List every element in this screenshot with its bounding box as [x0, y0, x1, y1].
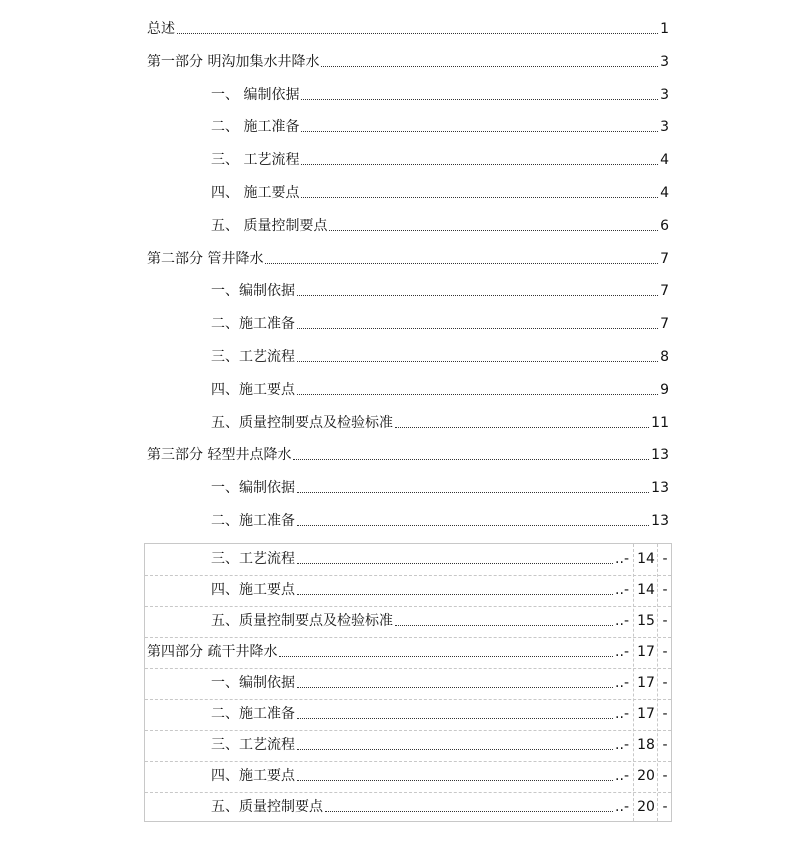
toc-dot-leader — [279, 656, 613, 657]
toc-section-entry[interactable] — [211, 610, 629, 630]
toc-page-number: 17 — [637, 675, 655, 691]
toc-dot-leader — [301, 197, 658, 198]
toc-leader-end: ..- — [615, 582, 629, 598]
toc-section-entry[interactable] — [211, 510, 669, 530]
toc-dot-leader — [395, 625, 613, 626]
toc-entry-label: 二、施工准备 — [211, 706, 295, 722]
toc-page-number: 17 — [637, 644, 655, 660]
toc-page-number: 20 — [637, 799, 655, 815]
toc-page-number: 13 — [651, 513, 669, 529]
toc-entry-label: 二、 施工准备 — [211, 119, 300, 136]
toc-leader-end: ..- — [615, 613, 629, 629]
toc-section-entry[interactable] — [211, 734, 629, 754]
toc-page-dash: - — [662, 551, 668, 567]
toc-part-entry[interactable] — [147, 444, 669, 464]
toc-entry-label: 二、施工准备 — [211, 316, 295, 333]
toc-entry-label: 四、施工要点 — [211, 381, 295, 398]
toc-page-number: 11 — [651, 414, 669, 431]
toc-dot-leader — [297, 361, 658, 362]
toc-entry-label: 一、 编制依据 — [211, 86, 300, 103]
toc-section-entry[interactable] — [211, 477, 669, 497]
toc-entry-label: 三、工艺流程 — [211, 349, 295, 365]
toc-page-number: 14 — [637, 582, 655, 598]
toc-section-entry[interactable] — [211, 215, 669, 235]
toc-entry-label: 一、编制依据 — [211, 480, 295, 497]
toc-dot-leader — [297, 563, 613, 564]
toc-entry-label: 五、质量控制要点及检验标准 — [211, 414, 393, 431]
toc-page-number: 1 — [660, 21, 669, 37]
toc-page-dash: - — [662, 613, 668, 629]
toc-entry-label: 三、 工艺流程 — [211, 152, 300, 169]
toc-section-entry[interactable] — [211, 796, 629, 816]
toc-section-entry[interactable] — [211, 548, 629, 568]
toc-section-entry[interactable] — [211, 313, 669, 333]
toc-page-number: 8 — [660, 349, 669, 365]
toc-dot-leader — [265, 263, 658, 264]
toc-page-dash: - — [662, 737, 668, 753]
toc-page-number: 7 — [660, 250, 669, 267]
toc-page-number: 17 — [637, 706, 655, 722]
toc-part-entry[interactable] — [147, 18, 669, 38]
toc-dot-leader — [177, 33, 658, 34]
toc-section-entry[interactable] — [211, 116, 669, 136]
toc-section-entry[interactable] — [211, 765, 629, 785]
toc-dot-leader — [297, 492, 649, 493]
toc-section-entry[interactable] — [211, 84, 669, 104]
toc-dot-leader — [297, 594, 613, 595]
toc-dot-leader — [297, 780, 613, 781]
toc-entry-label: 一、编制依据 — [211, 283, 295, 300]
toc-page-number: 20 — [637, 768, 655, 784]
toc-page-number: 14 — [637, 551, 655, 567]
toc-entry-label: 五、 质量控制要点 — [211, 217, 328, 234]
toc-entry-label: 总述 — [147, 21, 175, 37]
toc-dot-leader — [301, 131, 658, 132]
toc-part-entry[interactable] — [147, 248, 669, 268]
toc-section-entry[interactable] — [211, 149, 669, 169]
toc-entry-label: 五、质量控制要点及检验标准 — [211, 613, 393, 629]
toc-part-entry[interactable] — [147, 51, 669, 71]
toc-dot-leader — [395, 427, 649, 428]
toc-dot-leader — [293, 459, 649, 460]
toc-page-number: 9 — [660, 381, 669, 398]
toc-dot-leader — [301, 99, 658, 100]
toc-section-entry[interactable] — [211, 379, 669, 399]
toc-dot-leader — [297, 394, 658, 395]
toc-entry-label: 二、施工准备 — [211, 513, 295, 529]
toc-entry-label: 第二部分 管井降水 — [147, 250, 264, 267]
toc-page-number: 15 — [637, 613, 655, 629]
toc-page-number: 7 — [660, 316, 669, 333]
toc-page-number: 13 — [651, 480, 669, 497]
toc-page-dash: - — [662, 675, 668, 691]
toc-leader-end: ..- — [615, 799, 629, 815]
toc-section-entry[interactable] — [211, 579, 629, 599]
toc-dot-leader — [297, 295, 658, 296]
toc-section-entry[interactable] — [211, 672, 629, 692]
toc-page-number: 13 — [651, 447, 669, 464]
toc-entry-label: 四、施工要点 — [211, 582, 295, 598]
toc-dot-leader — [301, 164, 658, 165]
toc-page-dash: - — [662, 706, 668, 722]
toc-dot-leader — [297, 525, 649, 526]
toc-entry-label: 第四部分 疏干井降水 — [147, 644, 278, 660]
toc-dot-leader — [297, 749, 613, 750]
toc-dot-leader — [321, 66, 658, 67]
toc-entry-label: 四、 施工要点 — [211, 185, 300, 201]
toc-entry-label: 三、工艺流程 — [211, 737, 295, 753]
toc-page-dash: - — [662, 582, 668, 598]
toc-dot-leader — [297, 328, 658, 329]
toc-leader-end: ..- — [615, 644, 629, 660]
toc-page-number: 6 — [660, 217, 669, 234]
toc-leader-end: ..- — [615, 737, 629, 753]
toc-part-entry[interactable] — [147, 641, 629, 661]
toc-page-number: 3 — [660, 53, 669, 70]
toc-page-dash: - — [662, 768, 668, 784]
toc-page-number: 4 — [660, 185, 669, 201]
toc-dot-leader — [297, 687, 613, 688]
toc-page-number: 3 — [660, 86, 669, 103]
toc-section-entry[interactable] — [211, 703, 629, 723]
toc-entry-label: 四、施工要点 — [211, 768, 295, 784]
toc-dot-leader — [329, 230, 658, 231]
toc-entry-label: 一、编制依据 — [211, 675, 295, 691]
toc-leader-end: ..- — [615, 675, 629, 691]
toc-entry-label: 第一部分 明沟加集水井降水 — [147, 53, 320, 70]
toc-section-entry[interactable] — [211, 346, 669, 366]
toc-page-dash: - — [662, 644, 668, 660]
toc-page-number: 7 — [660, 283, 669, 300]
toc-entry-label: 三、工艺流程 — [211, 551, 295, 567]
toc-entry-label: 五、质量控制要点 — [211, 799, 323, 815]
toc-entry-label: 第三部分 轻型井点降水 — [147, 447, 292, 464]
toc-section-entry[interactable] — [211, 412, 669, 432]
toc-page-dash: - — [662, 799, 668, 815]
toc-leader-end: ..- — [615, 706, 629, 722]
toc-section-entry[interactable] — [211, 182, 669, 202]
toc-page-number: 3 — [660, 119, 669, 136]
toc-page-number: 18 — [637, 737, 655, 753]
toc-section-entry[interactable] — [211, 280, 669, 300]
toc-page-number: 4 — [660, 152, 669, 169]
toc-dot-leader — [297, 718, 613, 719]
toc-leader-end: ..- — [615, 551, 629, 567]
toc-leader-end: ..- — [615, 768, 629, 784]
toc-dot-leader — [325, 811, 613, 812]
